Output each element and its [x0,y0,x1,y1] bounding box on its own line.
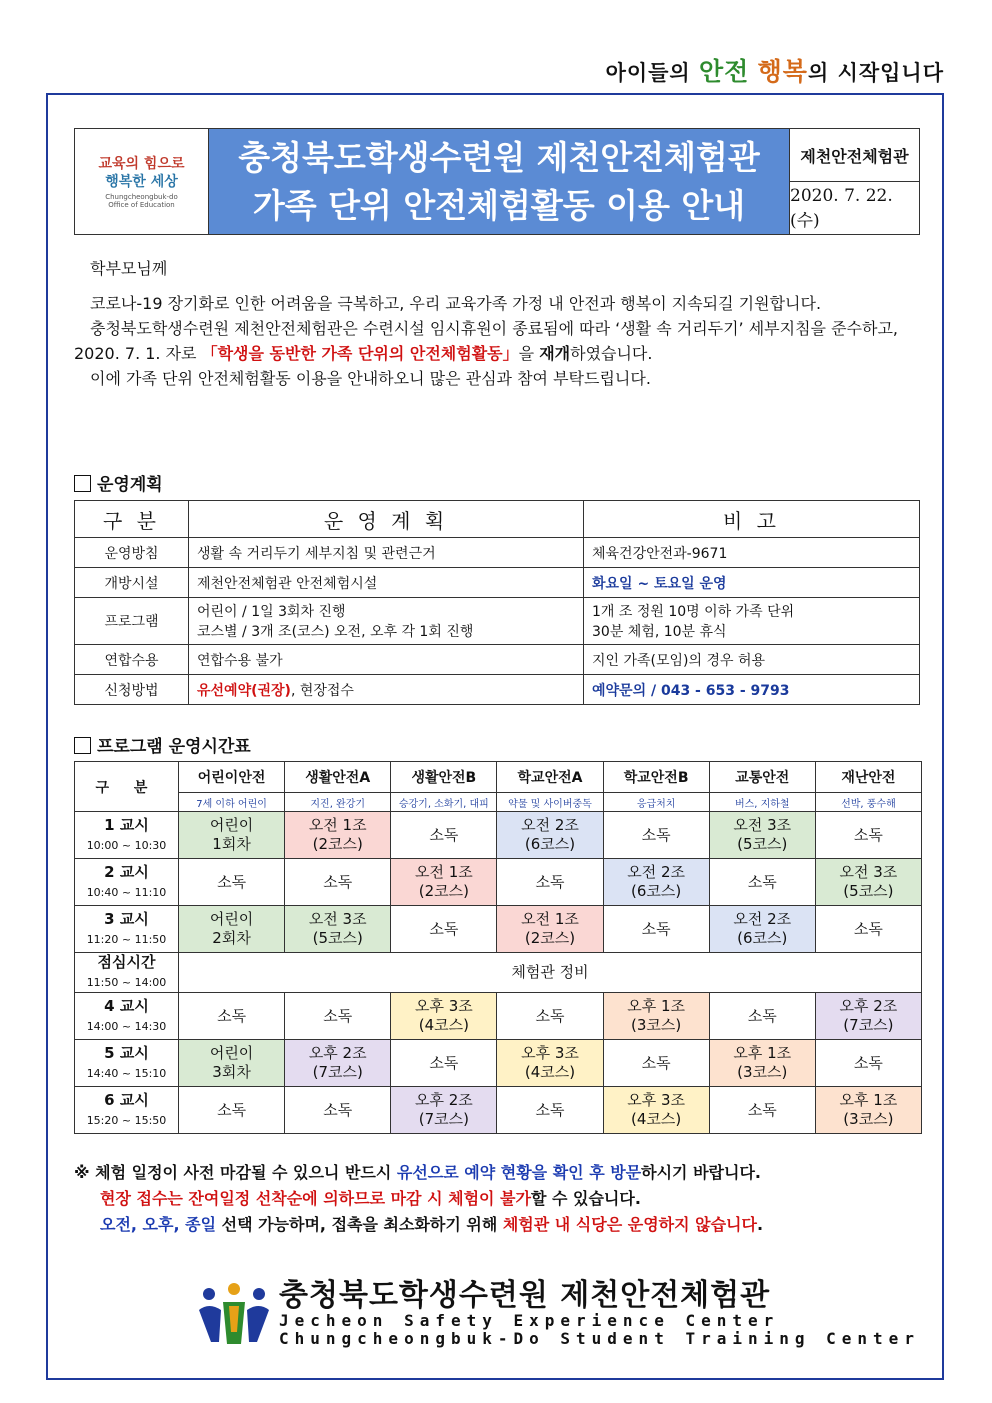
schedule-col-sub: 7세 이하 어린이 [179,793,285,812]
table-row: 개방시설 제천안전체험관 안전체험시설 화요일 ~ 토요일 운영 [75,568,920,598]
center-logo-icon [195,1282,273,1346]
schedule-cell: 오전 3조 (5코스) [709,812,815,859]
schedule-cell: 오후 1조 (3코스) [603,993,709,1040]
schedule-cell: 오전 1조 (2코스) [497,906,603,953]
schedule-cell: 소독 [285,993,391,1040]
schedule-cell: 소독 [285,1087,391,1134]
table-row: 신청방법 유선예약(권장), 현장접수 예약문의 / 043 - 653 - 9793 [75,675,920,705]
table-header-row: 구 분 운 영 계 획 비 고 [75,501,920,538]
table-row [75,812,922,859]
table-row: 연합수용 연합수용 불가 지인 가족(모임)의 경우 허용 [75,645,920,675]
schedule-cell: 소독 [179,859,285,906]
schedule-cell: 오전 1조 (2코스) [391,859,497,906]
issuer: 제천안전체험관 [790,129,919,182]
schedule-cell: 소독 [603,1040,709,1087]
schedule-col-header: 생활안전B [391,762,497,793]
education-office-logo: 교육의 힘으로 행복한 세상 Chungcheongbuk-do Office of Education [75,129,209,234]
schedule-cell: 어린이 2회차 [179,906,285,953]
schedule-cell: 오후 3조 (4코스) [603,1087,709,1134]
document-header [74,128,920,235]
schedule-cell: 오후 2조 (7코스) [391,1087,497,1134]
greeting: 학부모님께 [90,259,168,278]
schedule-cell: 소독 [603,906,709,953]
schedule-col-header: 학교안전A [497,762,603,793]
schedule-cell: 오전 1조 (2코스) [285,812,391,859]
schedule-col-sub: 버스, 지하철 [709,793,815,812]
page-title: 충청북도학생수련원 제천안전체험관 가족 단위 안전체험활동 이용 안내 [209,129,790,234]
schedule-col-header: 생활안전A [285,762,391,793]
schedule-cell: 소독 [179,1087,285,1134]
paragraph-3: 이에 가족 단위 안전체험활동 이용을 안내하오니 많은 관심과 참여 부탁드립니다. [90,369,651,388]
section-heading-plan: 운영계획 [74,470,163,495]
section-heading-schedule: 프로그램 운영시간표 [74,732,251,757]
schedule-cell: 오전 3조 (5코스) [815,859,921,906]
schedule-cell: 오전 3조 (5코스) [285,906,391,953]
schedule-col-sub: 약물 및 사이버중독 [497,793,603,812]
schedule-cell: 소독 [497,1087,603,1134]
schedule-cell: 오전 2조 (6코스) [603,859,709,906]
notice: ※ 체험 일정이 사전 마감될 수 있으니 반드시 유선으로 예약 현황을 확인 후 방문하시기 바랍니다. 현장 접수는 잔여일정 선착순에 의하므로 마감 시 체험이 불가할 수 있습니다. 오전, 오후, 종일 선택 가능하며, 접촉을 최소화하기 위해 체험관 내 식당은 운영하지 않습니다. [74,1163,764,1234]
schedule-cell: 오후 2조 (7코스) [285,1040,391,1087]
schedule-cell: 소독 [285,859,391,906]
schedule-col-sub: 지진, 완강기 [285,793,391,812]
schedule-cell: 오후 3조 (4코스) [391,993,497,1040]
schedule-cell: 오후 2조 (7코스) [815,993,921,1040]
table-row: 프로그램 어린이 / 1일 3회차 진행 코스별 / 3개 조(코스) 오전, 오후 각 1회 진행 1개 조 정원 10명 이하 가족 단위 30분 체험, 10분 휴식 [75,598,920,645]
schedule-cell: 어린이 1회차 [179,812,285,859]
table-row [75,906,922,953]
schedule-cell: 소독 [497,993,603,1040]
period-cell: 3 교시 11:20 ~ 11:50 [75,906,179,953]
slogan: 아이들의 안전 행복의 시작입니다 [605,57,944,86]
schedule-cell: 오전 2조 (6코스) [709,906,815,953]
schedule-cell: 오후 3조 (4코스) [497,1040,603,1087]
schedule-cell: 소독 [497,859,603,906]
period-cell: 4 교시 14:00 ~ 14:30 [75,993,179,1040]
footer: 충청북도학생수련원 제천안전체험관 Jecheon Safety Experience Center Chungcheongbuk-Do Student Training Center [195,1280,920,1348]
schedule-col-sub: 선박, 풍수해 [815,793,921,812]
period-cell: 1 교시 10:00 ~ 10:30 [75,812,179,859]
operation-plan-table [74,500,920,705]
period-cell: 2 교시 10:40 ~ 11:10 [75,859,179,906]
table-row [75,859,922,906]
table-row [75,993,922,1040]
schedule-col-header: 학교안전B [603,762,709,793]
schedule-cell: 소독 [179,993,285,1040]
schedule-cell: 오후 1조 (3코스) [709,1040,815,1087]
paragraph-2: 충청북도학생수련원 제천안전체험관은 수련시설 임시휴원이 종료됨에 따라 ‘생활 속 거리두기’ 세부지침을 준수하고, 2020. 7. 1. 자로 「학생을 동반한 가족 단위의 안전체험활동」을 재개하였습니다. [74,319,899,363]
schedule-cell: 오전 2조 (6코스) [497,812,603,859]
schedule-cell: 소독 [391,906,497,953]
schedule-cell: 어린이 3회차 [179,1040,285,1087]
letter-body [74,256,920,391]
table-row [75,1087,922,1134]
table-row [75,953,922,993]
schedule-col-header: 재난안전 [815,762,921,793]
period-cell: 점심시간 11:50 ~ 14:00 [75,953,179,993]
period-cell: 6 교시 15:20 ~ 15:50 [75,1087,179,1134]
schedule-cell: 소독 [391,812,497,859]
schedule-col-header: 교통안전 [709,762,815,793]
schedule-cell: 소독 [391,1040,497,1087]
table-row: 운영방침 생활 속 거리두기 세부지침 및 관련근거 체육건강안전과-9671 [75,538,920,568]
schedule-col-header: 어린이안전 [179,762,285,793]
schedule-cell: 소독 [603,812,709,859]
table-row [75,1040,922,1087]
schedule-corner: 구 분 [75,762,179,812]
schedule-cell: 소독 [709,859,815,906]
schedule-cell: 소독 [815,812,921,859]
schedule-col-sub: 승강기, 소화기, 대피 [391,793,497,812]
schedule-cell: 소독 [815,1040,921,1087]
schedule-col-sub: 응급처치 [603,793,709,812]
schedule-cell: 소독 [709,993,815,1040]
paragraph-1: 코로나-19 장기화로 인한 어려움을 극복하고, 우리 교육가족 가정 내 안전과 행복이 지속되길 기원합니다. [90,294,822,313]
lunch-cell: 체험관 정비 [179,953,922,993]
program-schedule-table [74,761,922,1134]
issue-date: 2020. 7. 22.(수) [790,185,893,231]
schedule-cell: 오후 1조 (3코스) [815,1087,921,1134]
period-cell: 5 교시 14:40 ~ 15:10 [75,1040,179,1087]
schedule-cell: 소독 [815,906,921,953]
schedule-cell: 소독 [709,1087,815,1134]
